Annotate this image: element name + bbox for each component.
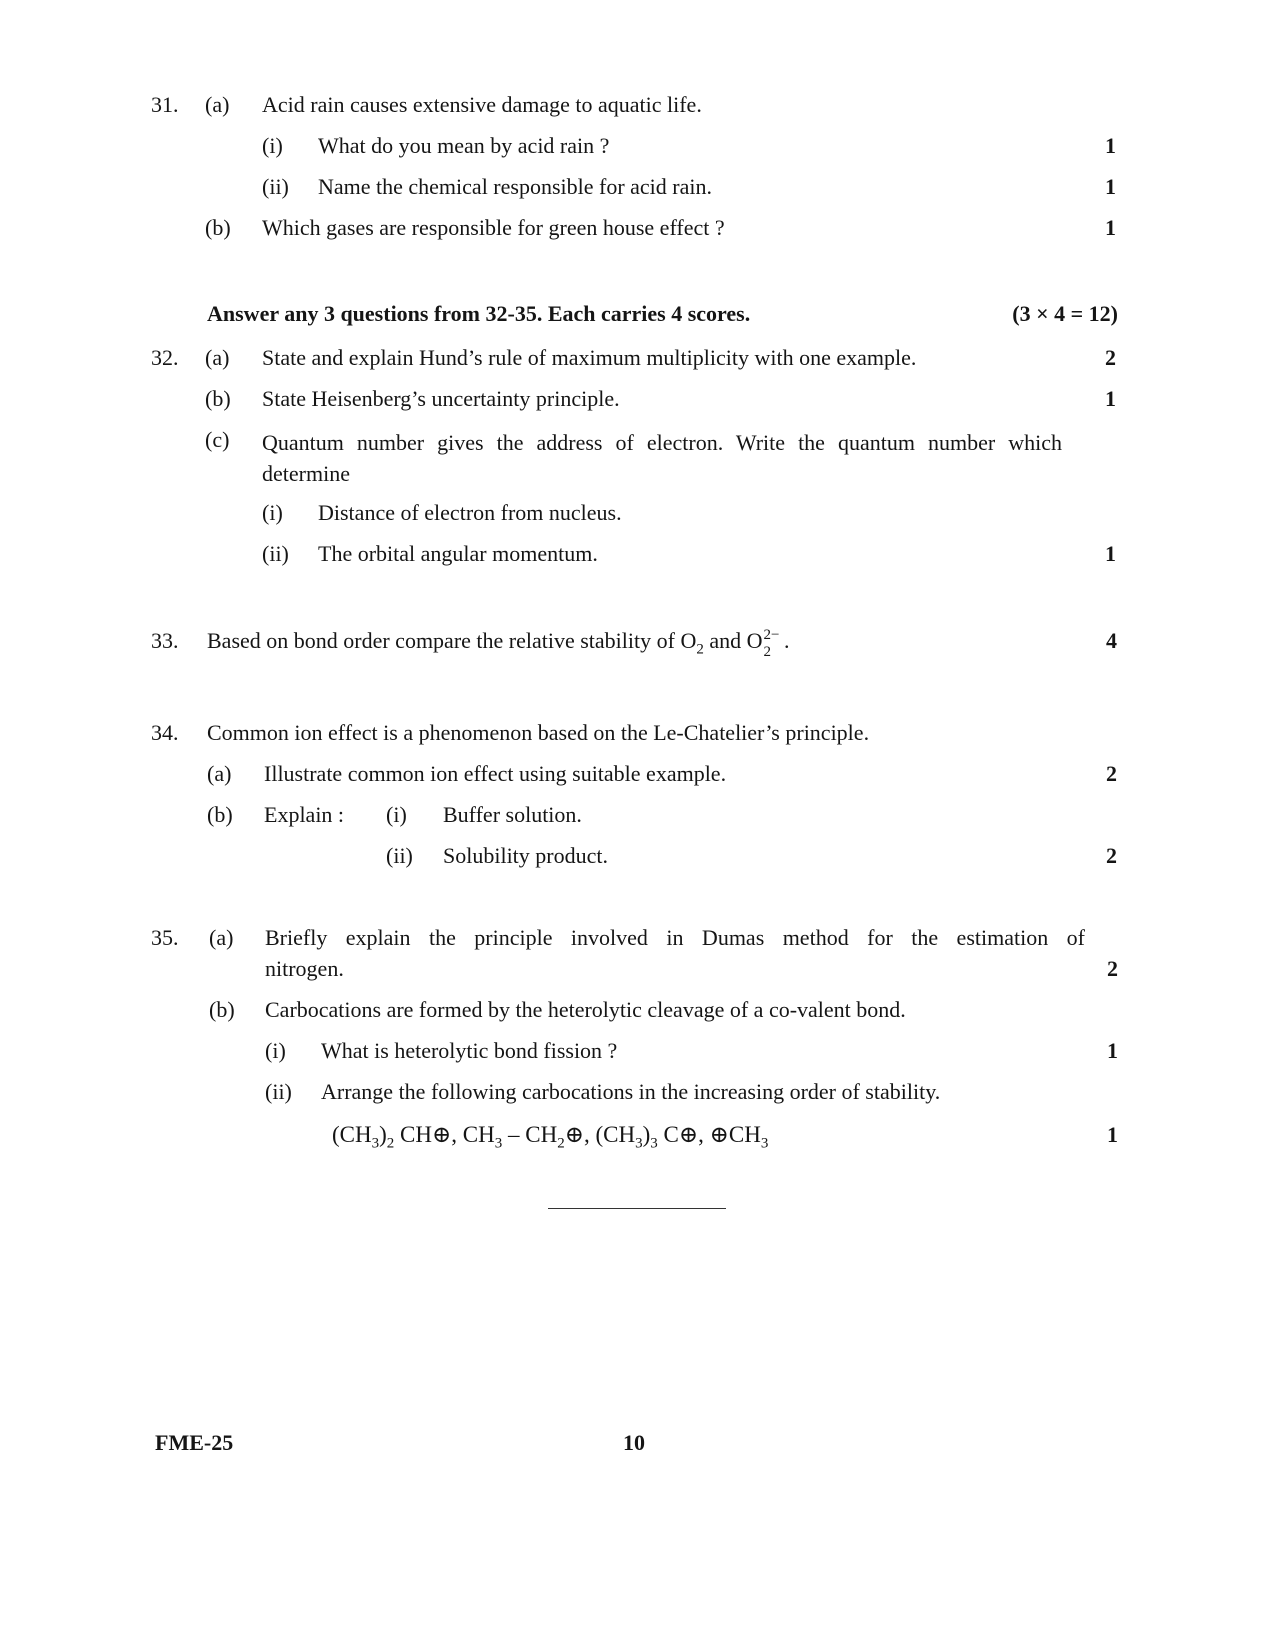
footer-page-number: 10 (623, 1430, 645, 1455)
q34-b-tag: (b) (207, 802, 233, 827)
q32-a-marks: 2 (1105, 345, 1116, 370)
q31-number: 31. (151, 92, 179, 117)
q31-a-i-tag: (i) (262, 133, 283, 158)
q35-number: 35. (151, 925, 179, 950)
q31-a-ii-marks: 1 (1105, 174, 1116, 199)
q32-b-marks: 1 (1105, 386, 1116, 411)
q34-text: Common ion effect is a phenomenon based on the Le-Chatelier’s principle. (207, 720, 870, 745)
q35-a-text-line2: nitrogen. (265, 956, 344, 981)
q31-b-marks: 1 (1105, 215, 1116, 240)
q33-marks: 4 (1106, 628, 1117, 653)
q35-a-tag: (a) (209, 925, 234, 950)
q32-a-text: State and explain Hund’s rule of maximum multiplicity with one example. (262, 345, 917, 370)
q32-c-ii-tag: (ii) (262, 541, 289, 566)
section-instruction: Answer any 3 questions from 32-35. Each carries 4 scores. (207, 301, 751, 326)
q34-a-tag: (a) (207, 761, 232, 786)
q34-b-label: Explain : (264, 802, 345, 827)
footer-code: FME-25 (155, 1430, 234, 1455)
q34-number: 34. (151, 720, 179, 745)
q32-a-tag: (a) (205, 345, 230, 370)
q32-c-ii-text: The orbital angular momentum. (318, 541, 598, 566)
q32-b-text: State Heisenberg’s uncertainty principle. (262, 386, 620, 411)
q31-a-tag: (a) (205, 92, 230, 117)
q35-carbocation-formula: $(CH_3)_2$ CH⊕, $CH_3$ – $CH_2\oplus$, $(CH_3)_3$ C⊕, $\oplus CH_3$ (332, 1122, 769, 1152)
q32-c-i-text: Distance of electron from nucleus. (318, 500, 622, 525)
q31-a-i-marks: 1 (1105, 133, 1116, 158)
q35-b-i-marks: 1 (1107, 1038, 1118, 1063)
q32-c-tag: (c) (205, 427, 230, 452)
q33-number: 33. (151, 628, 179, 653)
q34-a-marks: 2 (1106, 761, 1117, 786)
q33-text: Based on bond order compare the relative stability of $O_2$ and O 2− 2 . (207, 627, 790, 660)
q31-b-text: Which gases are responsible for green house effect ? (262, 215, 725, 240)
q31-a-ii-tag: (ii) (262, 174, 289, 199)
q34-b-ii-tag: (ii) (386, 843, 413, 868)
section-score: (3 × 4 = 12) (1012, 301, 1118, 326)
q35-b-ii-marks: 1 (1107, 1122, 1118, 1147)
q32-b-tag: (b) (205, 386, 231, 411)
q31-a-ii-text: Name the chemical responsible for acid rain. (318, 174, 713, 199)
q35-b-tag: (b) (209, 997, 235, 1022)
q32-c-text: Quantum number gives the address of electron. Write the quantum number which determine (262, 430, 1062, 486)
q31-a-i-text: What do you mean by acid rain ? (318, 133, 610, 158)
q35-b-text: Carbocations are formed by the heterolytic cleavage of a co-valent bond. (265, 997, 906, 1022)
q34-b-marks: 2 (1106, 843, 1117, 868)
q35-a-marks: 2 (1107, 956, 1118, 981)
q33-peroxide-charge: 2− 2 (763, 627, 780, 660)
q35-b-i-text: What is heterolytic bond fission ? (321, 1038, 618, 1063)
q31-b-tag: (b) (205, 215, 231, 240)
q35-b-i-tag: (i) (265, 1038, 286, 1063)
q32-c-marks: 1 (1105, 541, 1116, 566)
q34-b-ii-text: Solubility product. (443, 843, 608, 868)
q35-a-text-line1: Briefly explain the principle involved in Dumas method for the estimation of (265, 925, 1085, 950)
q35-b-ii-tag: (ii) (265, 1079, 292, 1104)
q32-number: 32. (151, 345, 179, 370)
q31-a-text: Acid rain causes extensive damage to aquatic life. (262, 92, 702, 117)
q32-c-i-tag: (i) (262, 500, 283, 525)
q34-b-i-tag: (i) (386, 802, 407, 827)
q34-b-i-text: Buffer solution. (443, 802, 582, 827)
q35-b-ii-text: Arrange the following carbocations in the increasing order of stability. (321, 1079, 941, 1104)
q34-a-text: Illustrate common ion effect using suitable example. (264, 761, 727, 786)
end-divider (548, 1208, 726, 1209)
